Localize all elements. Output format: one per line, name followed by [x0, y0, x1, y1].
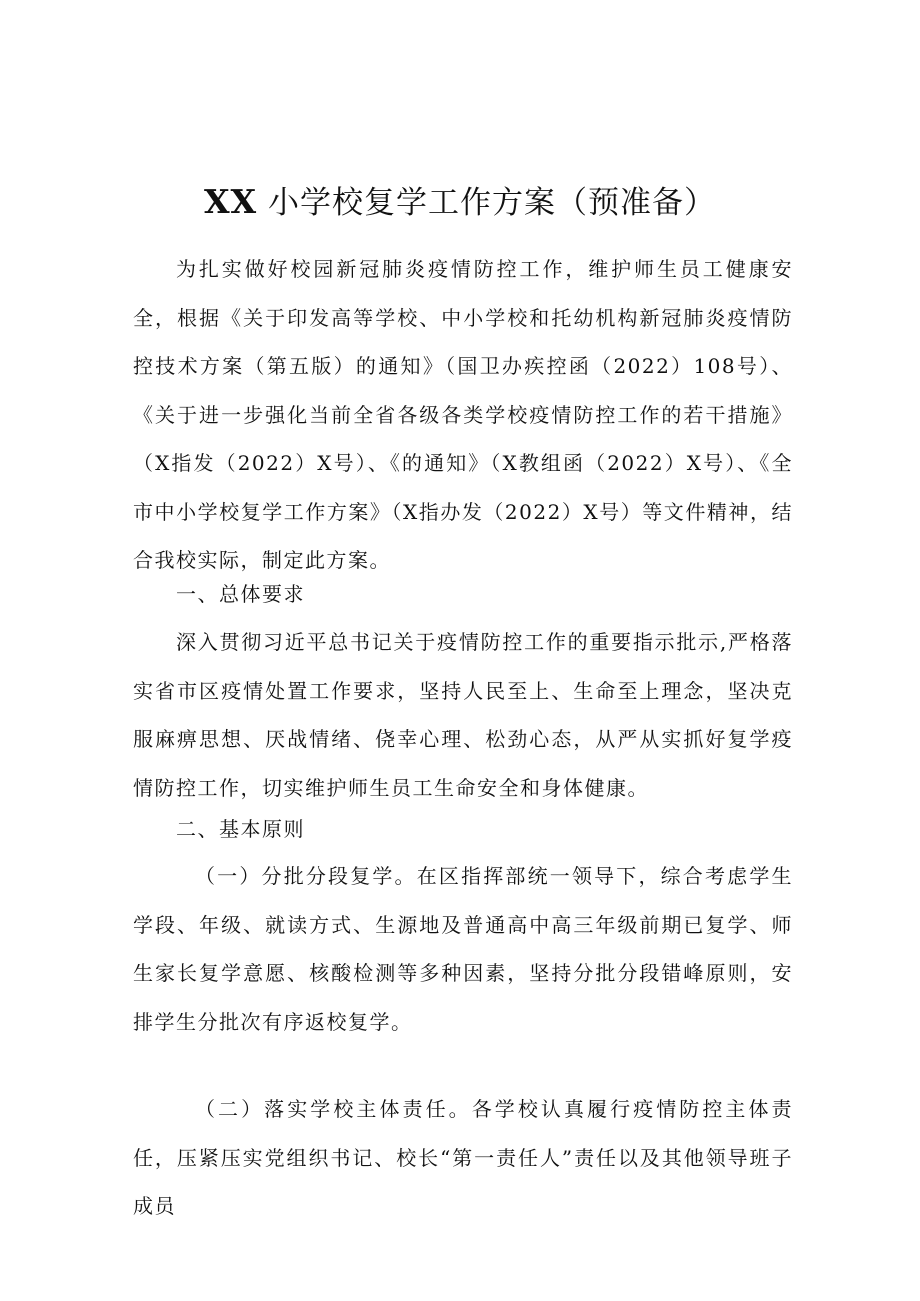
title-prefix: XX: [203, 182, 258, 221]
principle-1-paragraph: （一）分批分段复学。在区指挥部统一领导下，综合考虑学生学段、年级、就读方式、生源地及普通高中高三年级前期已复学、师生家长复学意愿、核酸检测等多种因素，坚持分批分段错峰原则，安排学生分批次有序返校复学。: [133, 864, 793, 1034]
document-title: [0, 178, 920, 227]
principle-2-paragraph: （二）落实学校主体责任。各学校认真履行疫情防控主体责任，压紧压实党组织书记、校长“第一责任人”责任以及其他领导班子成员: [133, 1097, 793, 1218]
general-requirements-paragraph: 深入贯彻习近平总书记关于疫情防控工作的重要指示批示,严格落实省市区疫情处置工作要求，坚持人民至上、生命至上理念，坚决克服麻痹思想、厌战情绪、侥幸心理、松劲心态，从严从实抓好复学疫情防控工作，切实维护师生员工生命安全和身体健康。: [133, 630, 793, 800]
title-main: 小学校复学工作方案（预准备）: [268, 185, 717, 221]
section-heading-general-requirements: 一、总体要求: [176, 582, 305, 606]
section-heading-basic-principles: 二、基本原则: [176, 817, 305, 841]
intro-paragraph: 为扎实做好校园新冠肺炎疫情防控工作，维护师生员工健康安全，根据《关于印发高等学校、中小学校和托幼机构新冠肺炎疫情防控技术方案（第五版）的通知》（国卫办疾控函（2022）108号）、《关于进一步强化当前全省各级各类学校疫情防控工作的若干措施》（X指发（2022）X号）、《的通知》（X教组函（2022）X号）、《全市中小学校复学工作方案》（X指办发（2022）X号）等文件精神，结合我校实际，制定此方案。: [133, 257, 793, 572]
